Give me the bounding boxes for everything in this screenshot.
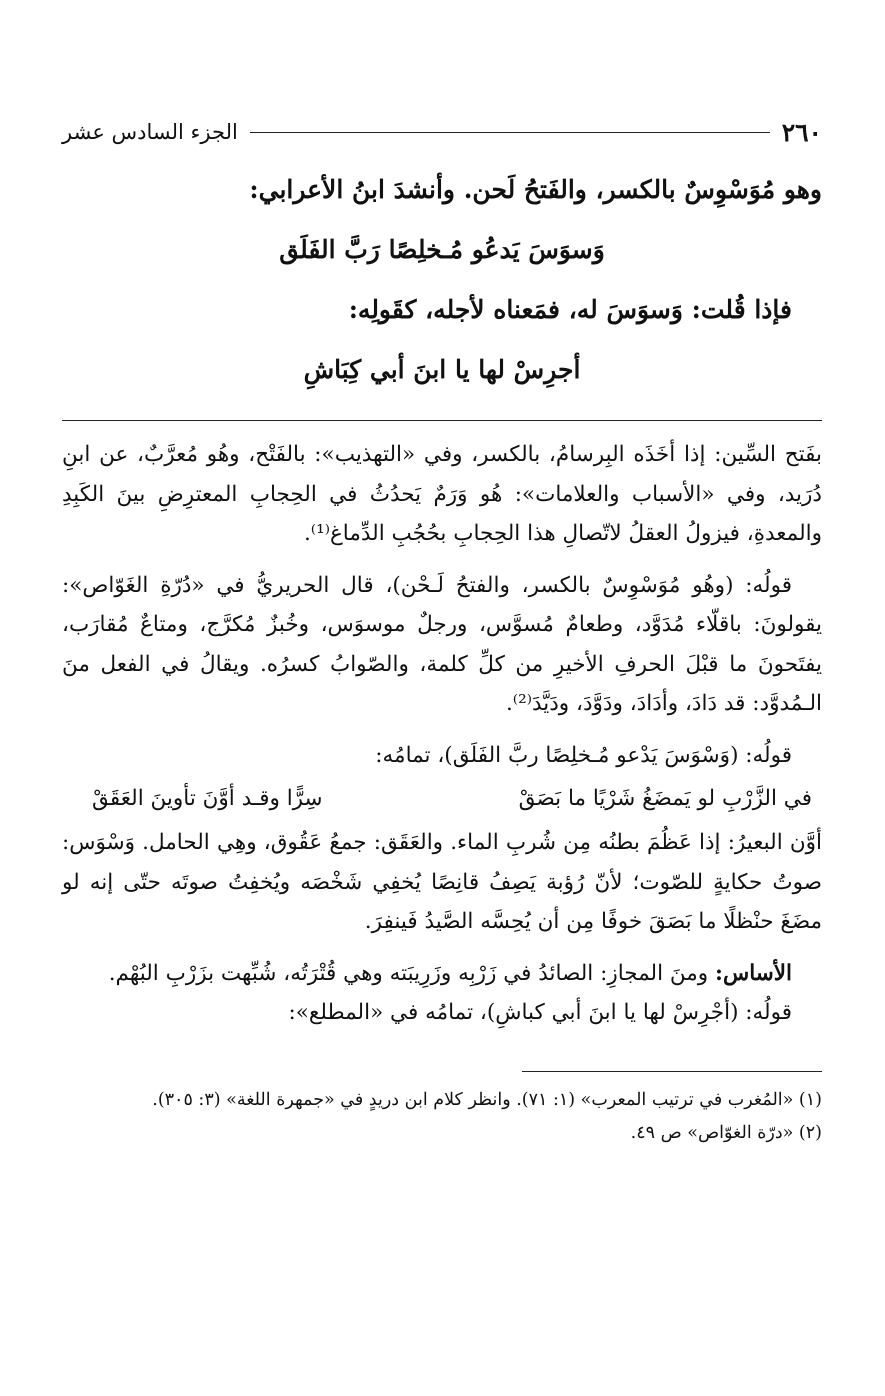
commentary [62,435,822,1033]
commentary-paragraph-2: قولُه: (وهُو مُوَسْوِسٌ بالكسر، والفتحُ لَـحْن)، قال الحريريُّ في «دُرّةِ الغَوّاص»: يقولونَ: باقلّاء مُدَوَّد، وطعامٌ مُسوَّس، ورجلٌ موسوَس، وخُبزٌ مُكرَّج، ومتاعٌ مُقارَب، يفتَحونَ ما قبْلَ الحرفِ الأخيرِ من كلِّ كلمة، والصّوابُ كسرُه. ويقالُ في الفعل منَ الـمُدوَّد: قد دَادَ، وأدَادَ، ودَوَّدَ، ودَيَّدَ⁽²⁾. [62,572,822,716]
footnote-1: (١) «المُغرب في ترتيب المعرب» (١: ٧١). وانظر كلام ابن دريدٍ في «جمهرة اللغة» (٣: ٣٠٥). [152,1089,822,1110]
footnotes [62,1084,822,1150]
commentary-paragraph-6: قولُه: (أجْرِسْ لها يا ابنَ أبي كباشِ)، تمامُه في «المطلع»: [288,1000,792,1025]
main-line-2: فإذا قُلت: وَسوَسَ له، فمَعناه لأجله، كقَولِه: [348,295,792,324]
header-rule [250,132,770,133]
page-header [62,110,822,154]
poem-hemistich-left: سِرًّا وقـد أوَّنَ تأوينَ العَقَقْ [92,786,323,811]
poem-couplet [62,775,822,823]
commentary-paragraph-1: بفَتح السِّين: إذا أخَذَه البِرسامُ، بالكسر، وفي «التهذيب»: بالفَتْح، وهُو مُعرَّبٌ، عن ابنِ دُرَيد، وفي «الأسباب والعلامات»: هُو وَرَمٌ يَحدُثُ في الحِجابِ المعترِضِ بينَ الكَبِدِ والمعدةِ، فيزولُ العقلُ لاتّصالِ هذا الحِجابِ بحُجُبِ الدِّماغ⁽¹⁾. [62,442,822,546]
poem-hemistich-right: في الزَّرْبِ لو يَمضَغُ شَرْيًا ما بَصَقْ [518,786,812,811]
commentary-paragraph-5 [62,954,822,994]
commentary-paragraph-5-text: ومنَ المجازِ: الصائدُ في زَرْبِه وزَرِيبَته وهي قُتْرَتُه، شُبِّهت بزَرْبِ البُهْم. [108,960,716,986]
main-line-1: وهو مُوَسْوِسٌ بالكسر، والفَتحُ لَحن. وأنشدَ ابنُ الأعرابي: [249,175,822,204]
page-number: ٢٦٠ [781,117,822,147]
source-label: الأساس: [715,960,792,986]
footnote-rule [522,1071,822,1072]
book-page [62,110,822,1150]
main-text [62,160,822,400]
section-divider [62,420,822,421]
verse-2: أجرِسْ لها يا ابنَ أبي كِبَاشِ [303,355,581,384]
footnote-2: (٢) «درّة الغوّاص» ص ٤٩. [630,1122,822,1143]
commentary-paragraph-3: قولُه: (وَسْوَسَ يَدْعو مُـخلِصًا ربَّ الفَلَق)، تمامُه: [375,742,792,768]
verse-1: وَسوَسَ يَدعُو مُـخلِصًا رَبَّ الفَلَق [279,235,605,264]
commentary-paragraph-4: أوَّن البعيرُ: إذا عَظُمَ بطنُه مِن شُربِ الماء. والعَقَق: جمعُ عَقُوق، وهِي الحامل. وَسْوَس: صوتُ حكايةٍ للصّوت؛ لأنّ رُؤبة يَصِفُ قانِصًا يُخفِي شَخْصَه ويُخفِتُ صوتَه حتّى إنه لو مضَغَ حنْظلًا ما بَصَقَ خوفًا مِن أن يُحِسَّه الصَّيدُ فَينفِرَ. [62,830,822,934]
running-title: الجزء السادس عشر [62,120,238,144]
